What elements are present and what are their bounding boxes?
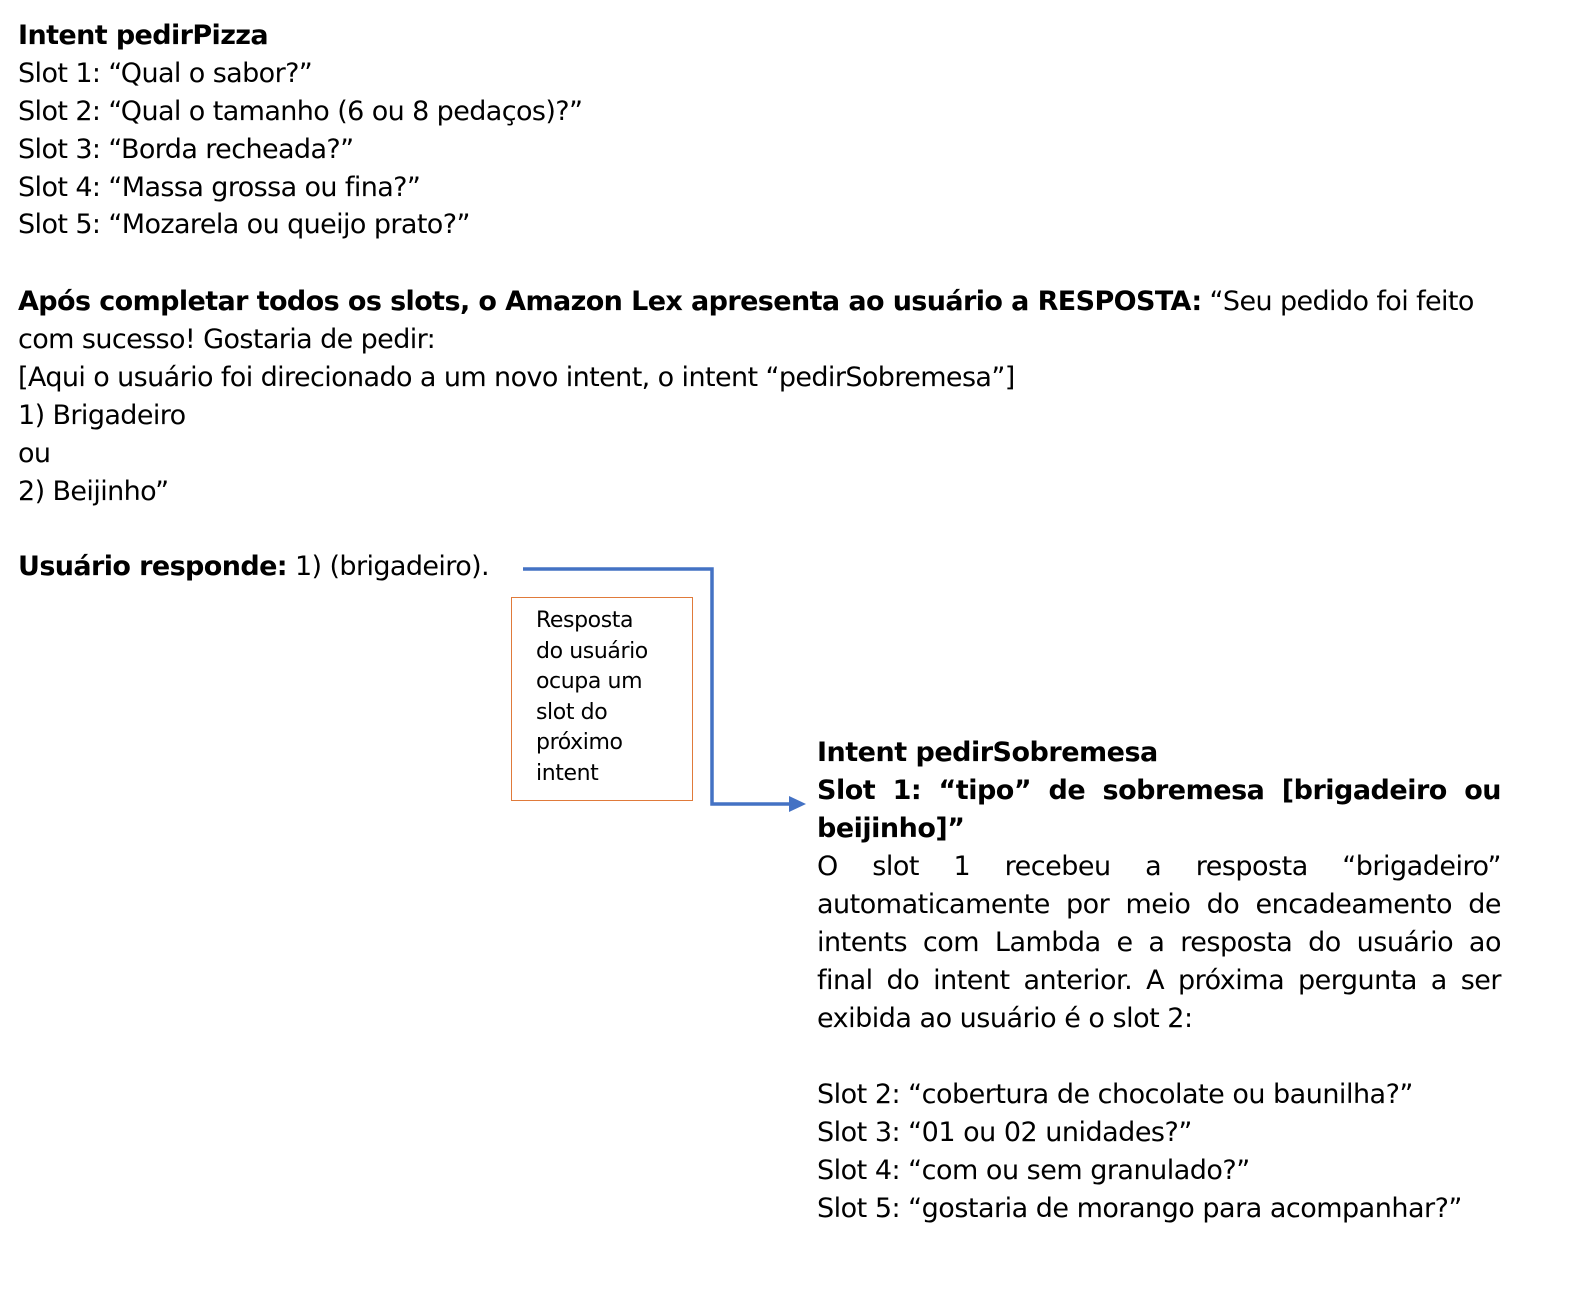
pizza-slot-2: Slot 2: “Qual o tamanho (6 ou 8 pedaços)?” <box>18 96 583 127</box>
pizza-slot-5: Slot 5: “Mozarela ou queijo prato?” <box>18 209 470 240</box>
dessert-slot-1: Slot 1: “tipo” de sobremesa [brigadeiro ou beijinho]” <box>817 775 1501 844</box>
user-reply <box>18 548 489 586</box>
pizza-slot-1: Slot 1: “Qual o sabor?” <box>18 58 313 89</box>
dessert-intent-title: Intent pedirSobremesa <box>817 737 1158 768</box>
response-lead-line <box>18 283 1518 321</box>
response-line: ou <box>18 438 51 469</box>
pizza-slot-3: Slot 3: “Borda recheada?” <box>18 134 354 165</box>
annotation-box <box>511 597 693 801</box>
annotation-line: do usuário <box>536 638 648 664</box>
response-lead-bold: Após completar todos os slots, o Amazon Lex apresenta ao usuário a RESPOSTA: <box>18 286 1202 317</box>
dessert-intent-block <box>817 734 1501 1228</box>
lex-response-paragraph <box>18 283 1518 511</box>
annotation-line: próximo <box>536 730 623 755</box>
response-option: 2) Beijinho” <box>18 476 169 507</box>
pizza-intent-title: Intent pedirPizza <box>18 20 269 51</box>
pizza-slot-4: Slot 4: “Massa grossa ou fina?” <box>18 172 421 203</box>
response-line: com sucesso! Gostaria de pedir: <box>18 324 436 355</box>
arrowhead-icon <box>789 796 806 812</box>
dessert-slot-2: Slot 2: “cobertura de chocolate ou baunilha?” <box>817 1079 1413 1110</box>
spacer <box>817 1038 1501 1076</box>
user-reply-value: 1) (brigadeiro). <box>287 551 490 582</box>
annotation-line: slot do <box>536 699 608 725</box>
dessert-slot-4: Slot 4: “com ou sem granulado?” <box>817 1155 1250 1186</box>
user-reply-label: Usuário responde: <box>18 551 287 582</box>
response-line: [Aqui o usuário foi direcionado a um novo intent, o intent “pedirSobremesa”] <box>18 362 1015 393</box>
annotation-line: Resposta <box>536 608 634 633</box>
dessert-slot-5: Slot 5: “gostaria de morango para acompanhar?” <box>817 1193 1462 1224</box>
dessert-explanation: O slot 1 recebeu a resposta “brigadeiro” automaticamente por meio do encadeamento de intents com Lambda e a resposta do usuário ao final do intent anterior. A próxima pergunta a ser exibida ao usuário é o slot 2: <box>817 851 1501 1034</box>
response-option: 1) Brigadeiro <box>18 400 186 431</box>
annotation-line: ocupa um <box>536 669 643 694</box>
response-lead-rest: “Seu pedido foi feito <box>1201 286 1474 317</box>
annotation-line: intent <box>536 760 599 786</box>
dessert-slot-3: Slot 3: “01 ou 02 unidades?” <box>817 1117 1192 1148</box>
